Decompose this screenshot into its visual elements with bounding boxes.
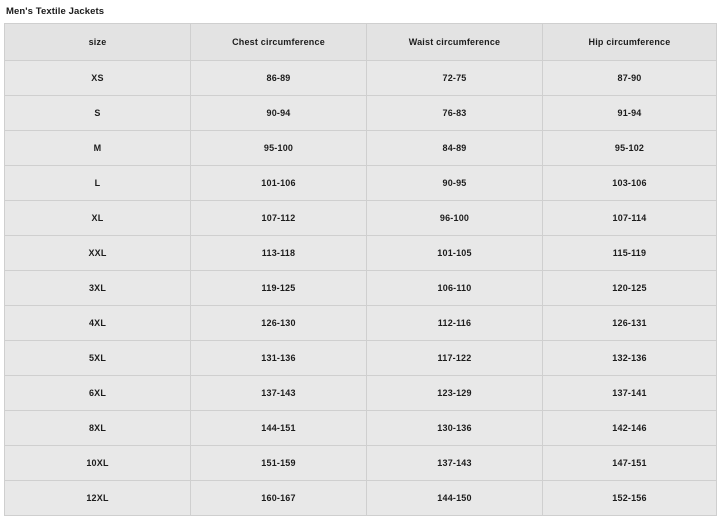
page-title: Men's Textile Jackets — [6, 6, 105, 17]
cell-chest: 144-151 — [191, 411, 367, 446]
cell-size: L — [5, 166, 191, 201]
cell-size: XL — [5, 201, 191, 236]
cell-hip: 132-136 — [543, 341, 717, 376]
cell-chest: 113-118 — [191, 236, 367, 271]
column-header-waist: Waist circumference — [367, 24, 543, 61]
cell-size: 8XL — [5, 411, 191, 446]
cell-size: XXL — [5, 236, 191, 271]
cell-hip: 137-141 — [543, 376, 717, 411]
cell-waist: 112-116 — [367, 306, 543, 341]
cell-chest: 151-159 — [191, 446, 367, 481]
cell-waist: 117-122 — [367, 341, 543, 376]
table-row — [5, 236, 717, 271]
cell-waist: 106-110 — [367, 271, 543, 306]
table-row — [5, 341, 717, 376]
cell-chest: 86-89 — [191, 61, 367, 96]
cell-waist: 130-136 — [367, 411, 543, 446]
cell-size: 10XL — [5, 446, 191, 481]
cell-size: M — [5, 131, 191, 166]
cell-waist: 144-150 — [367, 481, 543, 516]
cell-hip: 120-125 — [543, 271, 717, 306]
cell-waist: 84-89 — [367, 131, 543, 166]
table-row — [5, 411, 717, 446]
cell-chest: 126-130 — [191, 306, 367, 341]
cell-size: 12XL — [5, 481, 191, 516]
cell-chest: 90-94 — [191, 96, 367, 131]
cell-hip: 107-114 — [543, 201, 717, 236]
table-row — [5, 376, 717, 411]
cell-hip: 103-106 — [543, 166, 717, 201]
cell-hip: 115-119 — [543, 236, 717, 271]
cell-waist: 96-100 — [367, 201, 543, 236]
table-row — [5, 201, 717, 236]
cell-hip: 87-90 — [543, 61, 717, 96]
table-row — [5, 131, 717, 166]
table-row — [5, 61, 717, 96]
cell-hip: 91-94 — [543, 96, 717, 131]
table-row — [5, 481, 717, 516]
cell-size: 5XL — [5, 341, 191, 376]
cell-hip: 152-156 — [543, 481, 717, 516]
cell-chest: 101-106 — [191, 166, 367, 201]
table-row — [5, 271, 717, 306]
table-row — [5, 96, 717, 131]
cell-hip: 147-151 — [543, 446, 717, 481]
table-header-row — [5, 24, 717, 61]
cell-chest: 137-143 — [191, 376, 367, 411]
cell-waist: 72-75 — [367, 61, 543, 96]
cell-hip: 126-131 — [543, 306, 717, 341]
cell-chest: 131-136 — [191, 341, 367, 376]
column-header-hip: Hip circumference — [543, 24, 717, 61]
table-body — [5, 61, 717, 516]
table-row — [5, 306, 717, 341]
cell-hip: 95-102 — [543, 131, 717, 166]
column-header-chest: Chest circumference — [191, 24, 367, 61]
table-row — [5, 446, 717, 481]
cell-waist: 101-105 — [367, 236, 543, 271]
cell-size: 3XL — [5, 271, 191, 306]
cell-waist: 137-143 — [367, 446, 543, 481]
cell-waist: 123-129 — [367, 376, 543, 411]
table-header — [5, 24, 717, 61]
size-chart-table — [4, 23, 717, 516]
cell-chest: 107-112 — [191, 201, 367, 236]
cell-size: 6XL — [5, 376, 191, 411]
cell-size: XS — [5, 61, 191, 96]
table-row — [5, 166, 717, 201]
cell-waist: 90-95 — [367, 166, 543, 201]
cell-hip: 142-146 — [543, 411, 717, 446]
cell-size: 4XL — [5, 306, 191, 341]
cell-chest: 160-167 — [191, 481, 367, 516]
cell-waist: 76-83 — [367, 96, 543, 131]
cell-chest: 95-100 — [191, 131, 367, 166]
column-header-size: size — [5, 24, 191, 61]
cell-size: S — [5, 96, 191, 131]
cell-chest: 119-125 — [191, 271, 367, 306]
